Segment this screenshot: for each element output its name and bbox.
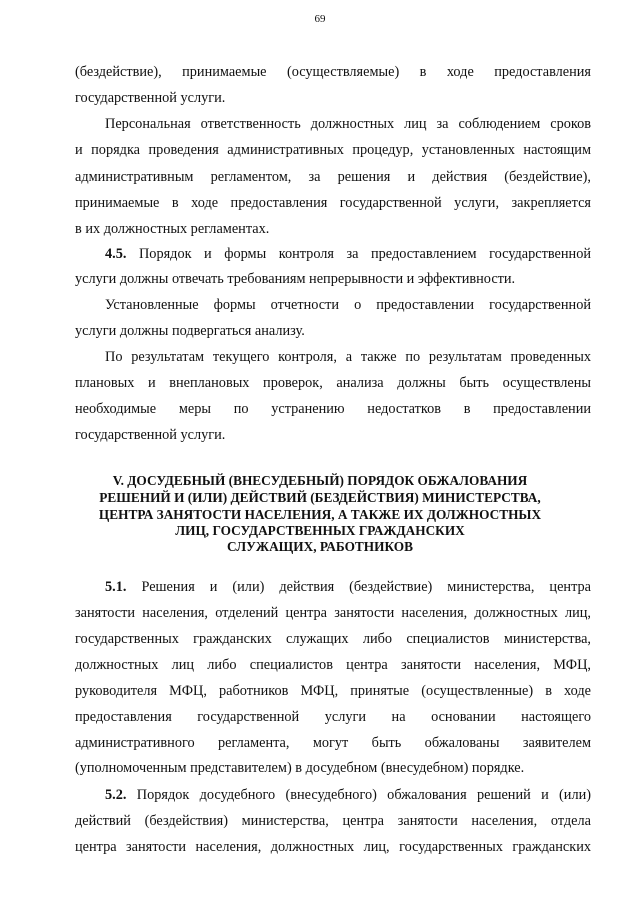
text-line: государственной услуги. <box>75 427 226 443</box>
text-line: Персональная ответственность должностных лиц за соблюдением сроков <box>105 116 591 132</box>
text-span: Порядок досудебного (внесудебного) обжалования решений и (или) <box>126 787 591 803</box>
text-line: услуги должны подвергаться анализу. <box>75 323 305 339</box>
text-line: должностных лиц либо специалистов центра занятости населения, МФЦ, <box>75 657 591 673</box>
clause-number: 5.2. <box>105 787 127 803</box>
text-line: в их должностных регламентах. <box>75 221 270 237</box>
clause-number: 4.5. <box>105 246 127 262</box>
text-line: услуги должны отвечать требованиям непрерывности и эффективности. <box>75 271 516 287</box>
text-line: государственных гражданских служащих либо специалистов министерства, <box>75 631 591 647</box>
clause-number: 5.1. <box>105 579 127 595</box>
section-heading-line: ЛИЦ, ГОСУДАРСТВЕННЫХ ГРАЖДАНСКИХ <box>175 523 465 538</box>
text-line: (бездействие), принимаемые (осуществляемые) в ходе предоставления <box>75 64 591 80</box>
text-line: административного регламента, могут быть обжалованы заявителем <box>75 735 591 751</box>
text-line: принимаемые в ходе предоставления государственной услуги, закрепляется <box>75 195 591 211</box>
paragraph-4-5-line <box>105 245 591 263</box>
text-line: необходимые меры по устранению недостатков в предоставлении <box>75 401 591 417</box>
text-line: центра занятости населения, должностных лиц, государственных гражданских <box>75 839 591 855</box>
text-line: руководителя МФЦ, работников МФЦ, принятые (осуществленные) в ходе <box>75 683 591 699</box>
text-line: государственной услуги. <box>75 90 226 106</box>
section-heading-line: РЕШЕНИЙ И (ИЛИ) ДЕЙСТВИЙ (БЕЗДЕЙСТВИЯ) МИНИСТЕРСТВА, <box>99 490 541 505</box>
text-line: действий (бездействия) министерства, центра занятости населения, отдела <box>75 813 591 829</box>
section-heading-line: ЦЕНТРА ЗАНЯТОСТИ НАСЕЛЕНИЯ, А ТАКЖЕ ИХ ДОЛЖНОСТНЫХ <box>98 507 542 522</box>
text-span: Решения и (или) действия (бездействие) министерства, центра <box>126 579 591 595</box>
text-span: Порядок и формы контроля за предоставлением государственной <box>126 246 591 262</box>
text-line: Установленные формы отчетности о предоставлении государственной <box>105 297 591 313</box>
text-line: административным регламентом, за решения и действия (бездействие), <box>75 169 591 185</box>
text-line: и порядка проведения административных процедур, установленных настоящим <box>75 142 591 158</box>
text-line: занятости населения, отделений центра занятости населения, должностных лиц, <box>75 605 591 621</box>
section-heading-line: СЛУЖАЩИХ, РАБОТНИКОВ <box>226 539 414 554</box>
text-line: плановых и внеплановых проверок, анализа должны быть осуществлены <box>75 375 591 391</box>
paragraph-5-1-line <box>105 578 591 596</box>
page-number: 69 <box>314 13 326 25</box>
text-line: По результатам текущего контроля, а также по результатам проведенных <box>105 349 591 365</box>
text-line: (уполномоченным представителем) в досудебном (внесудебном) порядке. <box>75 760 525 776</box>
text-line: предоставления государственной услуги на основании настоящего <box>75 709 591 725</box>
section-heading-line: V. ДОСУДЕБНЫЙ (ВНЕСУДЕБНЫЙ) ПОРЯДОК ОБЖАЛОВАНИЯ <box>112 473 528 488</box>
paragraph-5-2-line <box>105 786 591 804</box>
